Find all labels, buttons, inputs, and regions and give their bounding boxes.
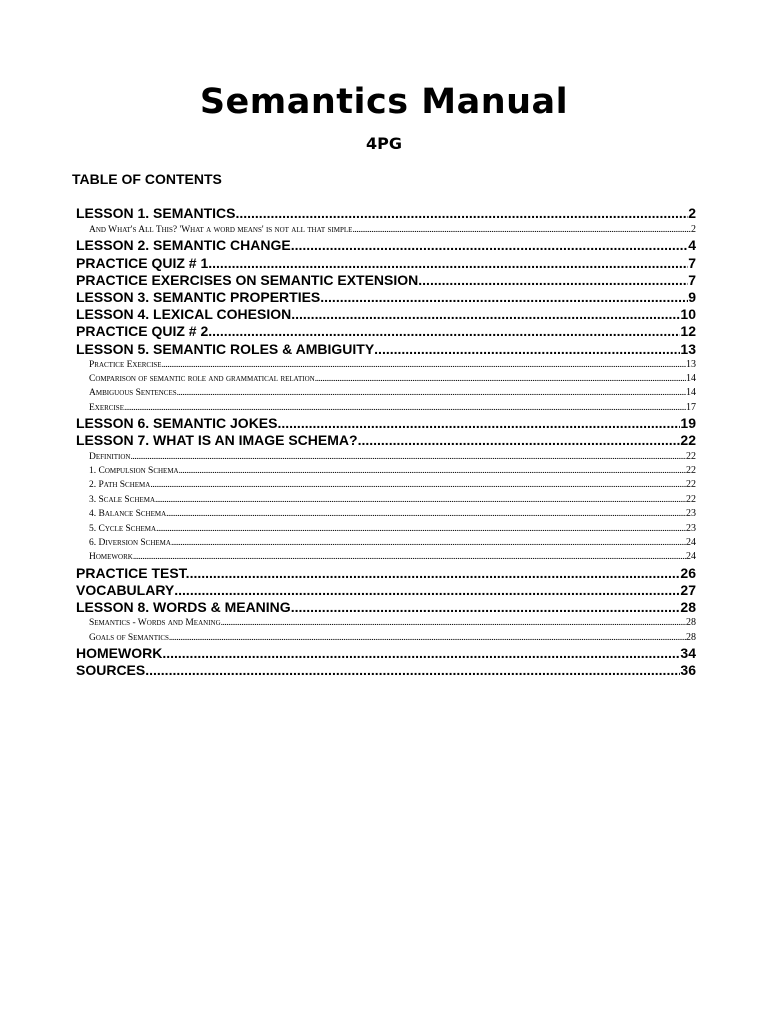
toc-subentry[interactable] [76,478,696,492]
toc-page-number: 28 [686,631,696,643]
toc-entry[interactable] [76,341,696,358]
toc-dot-leader [162,645,680,662]
toc-subentry[interactable] [76,401,696,415]
toc-dot-leader [208,323,680,340]
toc-entry[interactable] [76,205,696,223]
toc-subentry[interactable] [76,372,696,386]
toc-entry[interactable] [76,582,696,599]
toc-entry-label: LESSON 1. SEMANTICS [76,205,236,221]
toc-page-number: 26 [680,564,696,581]
toc-entry[interactable] [76,237,696,254]
toc-entry-label: LESSON 5. SEMANTIC ROLES & AMBIGUITY [76,340,375,357]
toc-dot-leader [315,372,686,386]
toc-entry[interactable] [76,289,696,306]
toc-entry-label: Practice Exercise [89,359,162,370]
toc-entry[interactable] [76,306,696,323]
toc-dot-leader [221,616,686,630]
toc-page-number: 13 [686,358,696,370]
toc-dot-leader [156,522,686,536]
toc-dot-leader [162,358,686,372]
toc-entry-label: 2. Path Schema [89,480,151,491]
toc-entry-label: Comparison of semantic role and grammatical relation [89,374,315,385]
toc-entry-label: SOURCES [76,662,146,679]
toc-dot-leader [130,450,686,464]
toc-entry-label: Definition [89,451,131,462]
toc-page-number: 22 [686,465,696,477]
table-of-contents [76,205,696,679]
toc-entry-label: 5. Cycle Schema [89,523,157,534]
toc-dot-leader [166,507,686,521]
toc-page-number: 24 [686,536,696,548]
toc-entry-label: 3. Scale Schema [89,494,155,505]
toc-dot-leader [320,289,688,306]
toc-entry-label: LESSON 2. SEMANTIC CHANGE [76,237,291,254]
toc-subentry[interactable] [76,223,696,237]
toc-page-number: 23 [686,522,696,534]
toc-entry-label: LESSON 8. WORDS & MEANING [76,599,291,616]
toc-entry-label: LESSON 7. WHAT IS AN IMAGE SCHEMA? [76,432,358,449]
toc-entry-label: PRACTICE TEST. [76,564,190,581]
toc-dot-leader [291,599,681,616]
toc-page-number: 14 [686,387,696,399]
toc-entry[interactable] [76,415,696,432]
toc-dot-leader [150,478,686,492]
toc-page-number: 22 [686,493,696,505]
toc-entry-label: LESSON 4. LEXICAL COHESION. [76,306,296,323]
toc-entry[interactable] [76,645,696,662]
toc-entry[interactable] [76,565,696,582]
toc-entry-label: PRACTICE EXERCISES ON SEMANTIC EXTENSION [76,271,419,288]
toc-dot-leader [418,272,688,289]
toc-page-number: 22 [686,450,696,462]
toc-dot-leader [179,464,686,478]
toc-entry-label: Homework [89,552,133,563]
toc-dot-leader [295,306,680,323]
toc-dot-leader [169,631,686,645]
toc-subentry[interactable] [76,358,696,372]
toc-entry-label: And What's All This? 'What a word means' is not all that simple [89,225,353,235]
toc-page-number: 14 [686,373,696,385]
toc-entry[interactable] [76,272,696,289]
toc-page-number: 12 [680,323,696,340]
toc-dot-leader [171,536,686,550]
toc-entry[interactable] [76,323,696,340]
toc-page-number: 22 [680,432,696,449]
toc-page-number: 9 [688,288,696,305]
toc-entry[interactable] [76,662,696,679]
toc-subentry[interactable] [76,386,696,400]
toc-dot-leader [155,493,686,507]
toc-entry-label: Goals of Semantics [89,632,169,643]
toc-page-number: 24 [686,551,696,563]
toc-entry-label: Semantics - Words and Meaning [89,618,221,629]
toc-page-number: 2 [691,224,696,235]
toc-dot-leader [124,401,686,415]
toc-page-number: 36 [680,662,696,679]
toc-dot-leader [145,662,680,679]
toc-page-number: 28 [686,617,696,629]
toc-subentry[interactable] [76,507,696,521]
toc-dot-leader [291,237,689,254]
toc-entry-label: HOMEWORK [76,645,163,662]
toc-page-number: 2 [688,205,696,221]
toc-dot-leader [374,341,680,358]
toc-entry-label: Ambiguous Sentences [89,388,177,399]
toc-subentry[interactable] [76,631,696,645]
toc-page-number: 22 [686,479,696,491]
toc-page-number: 7 [688,254,696,271]
toc-subentry[interactable] [76,450,696,464]
toc-entry[interactable] [76,255,696,272]
toc-entry-label: 4. Balance Schema [89,509,167,520]
toc-subentry[interactable] [76,493,696,507]
toc-entry-label: PRACTICE QUIZ # 1 [76,254,209,271]
toc-page-number: 19 [680,415,696,432]
toc-dot-leader [235,205,688,222]
toc-page-number: 34 [680,645,696,662]
toc-entry[interactable] [76,599,696,616]
toc-page-number: 28 [680,599,696,616]
toc-page-number: 17 [686,401,696,413]
toc-page-number: 4 [688,237,696,254]
toc-entry-label: 6. Diversion Schema [89,537,171,548]
toc-dot-leader [174,582,680,599]
toc-subentry[interactable] [76,522,696,536]
toc-entry-label: 1. Compulsion Schema [89,466,179,477]
document-title: Semantics Manual [199,82,569,122]
toc-subentry[interactable] [76,550,696,564]
toc-dot-leader [358,432,681,449]
toc-dot-leader [277,415,680,432]
toc-page-number: 10 [680,306,696,323]
toc-entry-label: LESSON 3. SEMANTIC PROPERTIES [76,288,321,305]
toc-subentry[interactable] [76,464,696,478]
toc-subentry[interactable] [76,616,696,630]
toc-entry-label: VOCABULARY [76,581,175,598]
toc-page-number: 23 [686,508,696,520]
toc-entry-label: Exercise [89,402,124,413]
toc-dot-leader [352,223,691,237]
toc-dot-leader [133,550,686,564]
toc-entry[interactable] [76,432,696,449]
toc-subentry[interactable] [76,536,696,550]
toc-dot-leader [177,386,686,400]
toc-dot-leader [190,565,681,582]
document-subtitle: 4PG [366,134,402,153]
toc-page-number: 7 [688,271,696,288]
toc-heading: TABLE OF CONTENTS [72,171,222,187]
toc-page-number: 13 [680,340,696,357]
toc-entry-label: PRACTICE QUIZ # 2 [76,323,209,340]
toc-page-number: 27 [680,581,696,598]
toc-entry-label: LESSON 6. SEMANTIC JOKES [76,415,278,432]
toc-dot-leader [208,255,688,272]
